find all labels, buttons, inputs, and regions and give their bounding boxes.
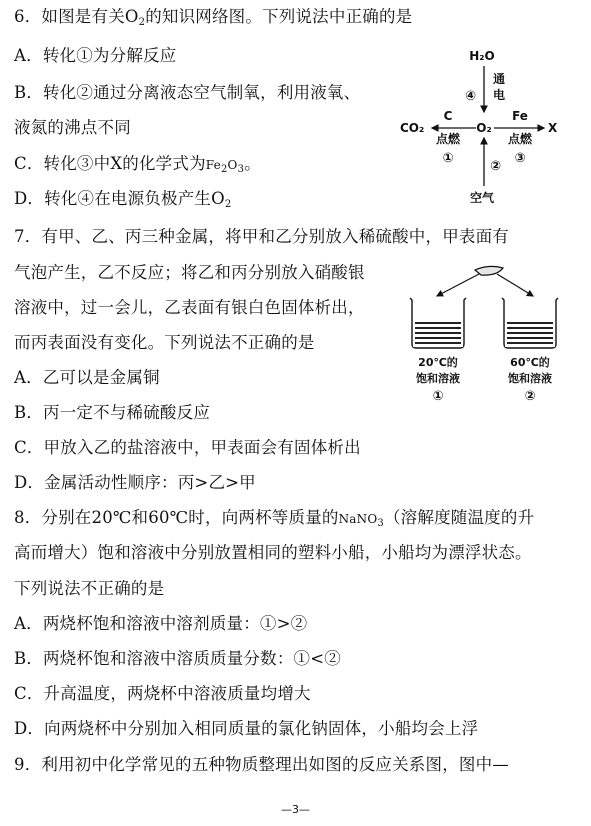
q6-option-d: D．转化④在电源负极产生$O_2$ [14,189,232,210]
plastic-boat-icon [475,266,503,275]
q8-option-b: B．两烧杯饱和溶液中溶质质量分数：①<② [14,649,341,668]
q8-stem-line1: 8．分别在20℃和60℃时，向两杯等质量的NaNO$_3$（溶解度随温度的升 [14,508,535,529]
dianran3-label: 点燃 [507,132,533,146]
q7-stem-line4: 而丙表面没有变化。下列说法不正确的是 [14,333,315,352]
q8-stem-line3: 下列说法不正确的是 [14,579,165,598]
num3-label: ③ [514,151,526,166]
q7-stem-line3: 溶液中，过一会儿，乙表面有银白色固体析出， [14,298,365,317]
q6-option-b-line1: B．转化②通过分离液态空气制氧，利用液氧、 [14,83,361,102]
right-solution-label: 饱和溶液 [508,372,552,385]
q8-option-c: C．升高温度，两烧杯中溶液质量均增大 [14,684,311,703]
q8-stem-line2: 高而增大）饱和溶液中分别放置相同的塑料小船，小船均为漂浮状态。 [14,543,532,562]
arrow-to-left-beaker [437,274,479,296]
num1-label: ① [442,151,454,166]
arrow-to-right-beaker [497,274,533,296]
tong-label: 通 [493,72,506,86]
beakers-diagram [405,262,565,412]
dianran1-label: 点燃 [435,132,461,146]
q7-stem-line1: 7．有甲、乙、丙三种金属，将甲和乙分别放入稀硫酸中，甲表面有 [14,227,509,246]
q8-option-a: A．两烧杯饱和溶液中溶剂质量：①>② [14,614,308,633]
page-number: —3— [281,803,310,816]
o2-network-diagram [398,46,583,206]
q7-option-d: D．金属活动性顺序：丙>乙>甲 [14,473,256,492]
q6-option-a: A．转化①为分解反应 [14,46,177,65]
dian-label: 电 [493,88,506,102]
q7-stem-line2: 气泡产生，乙不反应；将乙和丙分别放入硝酸银 [14,263,365,282]
q7-option-c: C．甲放入乙的盐溶液中，甲表面会有固体析出 [14,438,361,457]
o2-label: O₂ [476,121,492,135]
q6-stem: 6．如图是有关$O_2$的知识网络图。下列说法中正确的是 [14,7,413,28]
right-num-label: ② [524,389,536,404]
q6-option-b-line2: 液氮的沸点不同 [14,118,131,137]
left-solution-label: 饱和溶液 [416,372,460,385]
left-beaker-icon [410,298,466,348]
x-label: X [548,121,558,135]
right-temp-label: 60℃的 [510,356,550,369]
right-beaker-icon [502,298,558,348]
fe-label: Fe [512,109,528,123]
q6-option-c: C．转化③中X的化学式为$Fe_2O_3$。 [14,154,261,175]
left-temp-label: 20℃的 [418,356,458,369]
q7-option-a: A．乙可以是金属铜 [14,368,160,387]
left-num-label: ① [432,389,444,404]
c-label: C [443,109,453,123]
kongqi-label: 空气 [469,191,495,205]
co2-label: CO₂ [400,121,425,135]
q9-stem-line1: 9．利用初中化学常见的五种物质整理出如图的反应关系图，图中— [14,755,509,774]
q7-option-b: B．丙一定不与稀硫酸反应 [14,403,211,422]
q8-option-d: D．向两烧杯中分别加入相同质量的氯化钠固体，小船均会上浮 [14,719,479,738]
num4-label: ④ [465,89,477,104]
h2o-label: H₂O [469,49,495,63]
num2-label: ② [490,159,502,174]
